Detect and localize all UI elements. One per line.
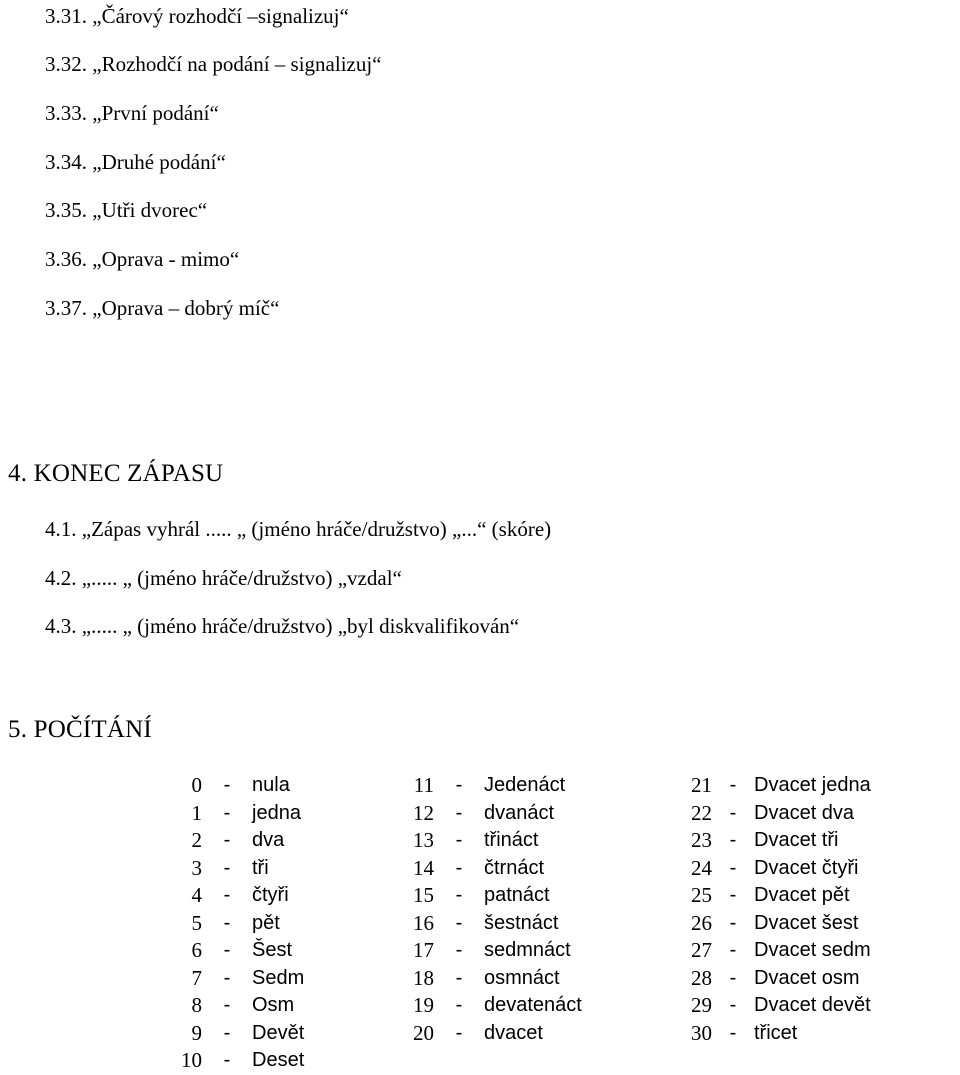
dash-cell: - (455, 801, 463, 824)
number-cell: 30 (691, 1020, 712, 1045)
word-cell: Dvacet jedna (754, 774, 871, 796)
word-cell: Sedm (252, 966, 305, 989)
number-cell: 21 (691, 773, 712, 797)
number-cell: 14 (413, 855, 434, 880)
dash-cell: - (223, 856, 231, 879)
number-cell: 15 (413, 883, 434, 907)
number-cell: 6 (191, 938, 202, 962)
section-title-end: 4. KONEC ZÁPASU (8, 460, 224, 487)
word-cell: čtyři (252, 884, 289, 906)
number-cell: 16 (413, 910, 434, 935)
word-cell: Osm (252, 994, 295, 1016)
dash-cell: - (729, 939, 737, 961)
counting-row (160, 910, 882, 938)
dash-cell: - (455, 829, 463, 851)
word-cell: Dvacet devět (754, 994, 871, 1016)
dash-cell: - (455, 884, 463, 906)
number-cell: 17 (413, 938, 434, 962)
dash-cell: - (223, 966, 231, 989)
word-cell: šestnáct (484, 911, 559, 934)
dash-cell: - (223, 994, 231, 1016)
counting-row (160, 827, 882, 855)
dash-cell: - (729, 994, 737, 1016)
number-cell: 9 (191, 1020, 202, 1045)
word-cell: Dvacet osm (754, 966, 860, 989)
word-cell: čtrnáct (484, 856, 545, 879)
dash-cell: - (223, 911, 231, 934)
dash-cell: - (223, 774, 231, 796)
counting-row (160, 882, 882, 910)
word-cell: třináct (484, 829, 539, 851)
word-cell: Dvacet šest (754, 911, 859, 934)
dash-cell (434, 1047, 484, 1075)
dash-cell: - (223, 884, 231, 906)
number-cell: 27 (691, 938, 712, 962)
dash-cell: - (455, 911, 463, 934)
dash-cell: - (455, 1021, 463, 1044)
dash-cell: - (223, 939, 231, 961)
counting-row (160, 800, 882, 828)
dash-cell: - (729, 829, 737, 851)
number-cell: 11 (413, 773, 434, 797)
number-cell: 2 (191, 828, 202, 852)
signal-item: 3.35. „Utři dvorec“ (45, 198, 208, 222)
word-cell: Jedenáct (484, 774, 566, 796)
counting-table (160, 772, 882, 1075)
signal-item: 3.36. „Oprava - mimo“ (45, 247, 240, 271)
dash-cell: - (729, 884, 737, 906)
number-cell: 29 (691, 993, 712, 1017)
word-cell: Dvacet tři (754, 829, 839, 851)
word-cell: Dvacet čtyři (754, 856, 859, 879)
number-cell: 26 (691, 910, 712, 935)
counting-row (160, 965, 882, 993)
dash-cell: - (729, 966, 737, 989)
number-cell: 18 (413, 965, 434, 990)
dash-cell: - (455, 856, 463, 879)
counting-row (160, 1020, 882, 1048)
number-cell: 4 (191, 883, 202, 907)
word-cell: devatenáct (484, 994, 582, 1016)
number-cell: 0 (191, 773, 202, 797)
dash-cell: - (455, 939, 463, 961)
number-cell: 12 (413, 800, 434, 825)
end-item: 4.3. „..... „ (jméno hráče/družstvo) „byl diskvalifikován“ (45, 614, 520, 638)
end-item: 4.2. „..... „ (jméno hráče/družstvo) „vzdal“ (45, 566, 402, 590)
word-cell: Dvacet pět (754, 884, 850, 906)
word-cell: Deset (252, 1049, 305, 1071)
number-cell: 13 (413, 828, 434, 852)
word-cell: tři (252, 856, 269, 879)
signal-item: 3.33. „První podání“ (45, 101, 219, 125)
word-cell: dvacet (484, 1021, 543, 1044)
dash-cell: - (729, 1021, 737, 1044)
word-cell: dva (252, 829, 285, 851)
word-cell: osmnáct (484, 966, 560, 989)
word-cell: jedna (252, 801, 301, 824)
dash-cell: - (729, 856, 737, 879)
number-cell: 28 (691, 965, 712, 990)
dash-cell: - (223, 1021, 231, 1044)
dash-cell: - (729, 774, 737, 796)
number-cell: 19 (413, 993, 434, 1017)
counting-row (160, 992, 882, 1020)
section-title-counting: 5. POČÍTÁNÍ (8, 716, 152, 743)
word-cell (484, 1047, 652, 1075)
word-cell: třicet (754, 1021, 798, 1044)
number-cell: 10 (181, 1048, 202, 1072)
number-cell: 8 (191, 993, 202, 1017)
word-cell: Šest (252, 939, 293, 961)
number-cell: 25 (691, 883, 712, 907)
dash-cell: - (455, 966, 463, 989)
number-cell: 20 (413, 1020, 434, 1045)
word-cell: sedmnáct (484, 939, 571, 961)
number-cell: 24 (691, 855, 712, 880)
counting-row (160, 1047, 882, 1075)
number-cell: 7 (191, 965, 202, 990)
word-cell: nula (252, 774, 290, 796)
dash-cell: - (223, 801, 231, 824)
number-cell (652, 1047, 712, 1075)
dash-cell (712, 1047, 754, 1075)
number-cell: 1 (191, 800, 202, 825)
counting-row (160, 772, 882, 800)
dash-cell: - (729, 801, 737, 824)
word-cell: Devět (252, 1021, 305, 1044)
signal-item: 3.37. „Oprava – dobrý míč“ (45, 296, 280, 320)
number-cell (384, 1047, 434, 1075)
counting-row (160, 855, 882, 883)
signal-item: 3.31. „Čárový rozhodčí –signalizuj“ (45, 4, 349, 28)
dash-cell: - (455, 994, 463, 1016)
number-cell: 3 (191, 855, 202, 880)
word-cell: dvanáct (484, 801, 555, 824)
word-cell: Dvacet sedm (754, 939, 871, 961)
dash-cell: - (223, 1049, 231, 1071)
number-cell: 23 (691, 828, 712, 852)
word-cell: patnáct (484, 884, 550, 906)
number-cell: 5 (191, 910, 202, 935)
word-cell: pět (252, 911, 280, 934)
counting-row (160, 937, 882, 965)
dash-cell: - (729, 911, 737, 934)
signal-item: 3.34. „Druhé podání“ (45, 150, 226, 174)
end-item: 4.1. „Zápas vyhrál ..... „ (jméno hráče/družstvo) „...“ (skóre) (45, 517, 552, 541)
word-cell: Dvacet dva (754, 801, 855, 824)
dash-cell: - (455, 774, 463, 796)
signal-item: 3.32. „Rozhodčí na podání – signalizuj“ (45, 52, 382, 76)
dash-cell: - (223, 829, 231, 851)
word-cell (754, 1047, 882, 1075)
number-cell: 22 (691, 800, 712, 825)
